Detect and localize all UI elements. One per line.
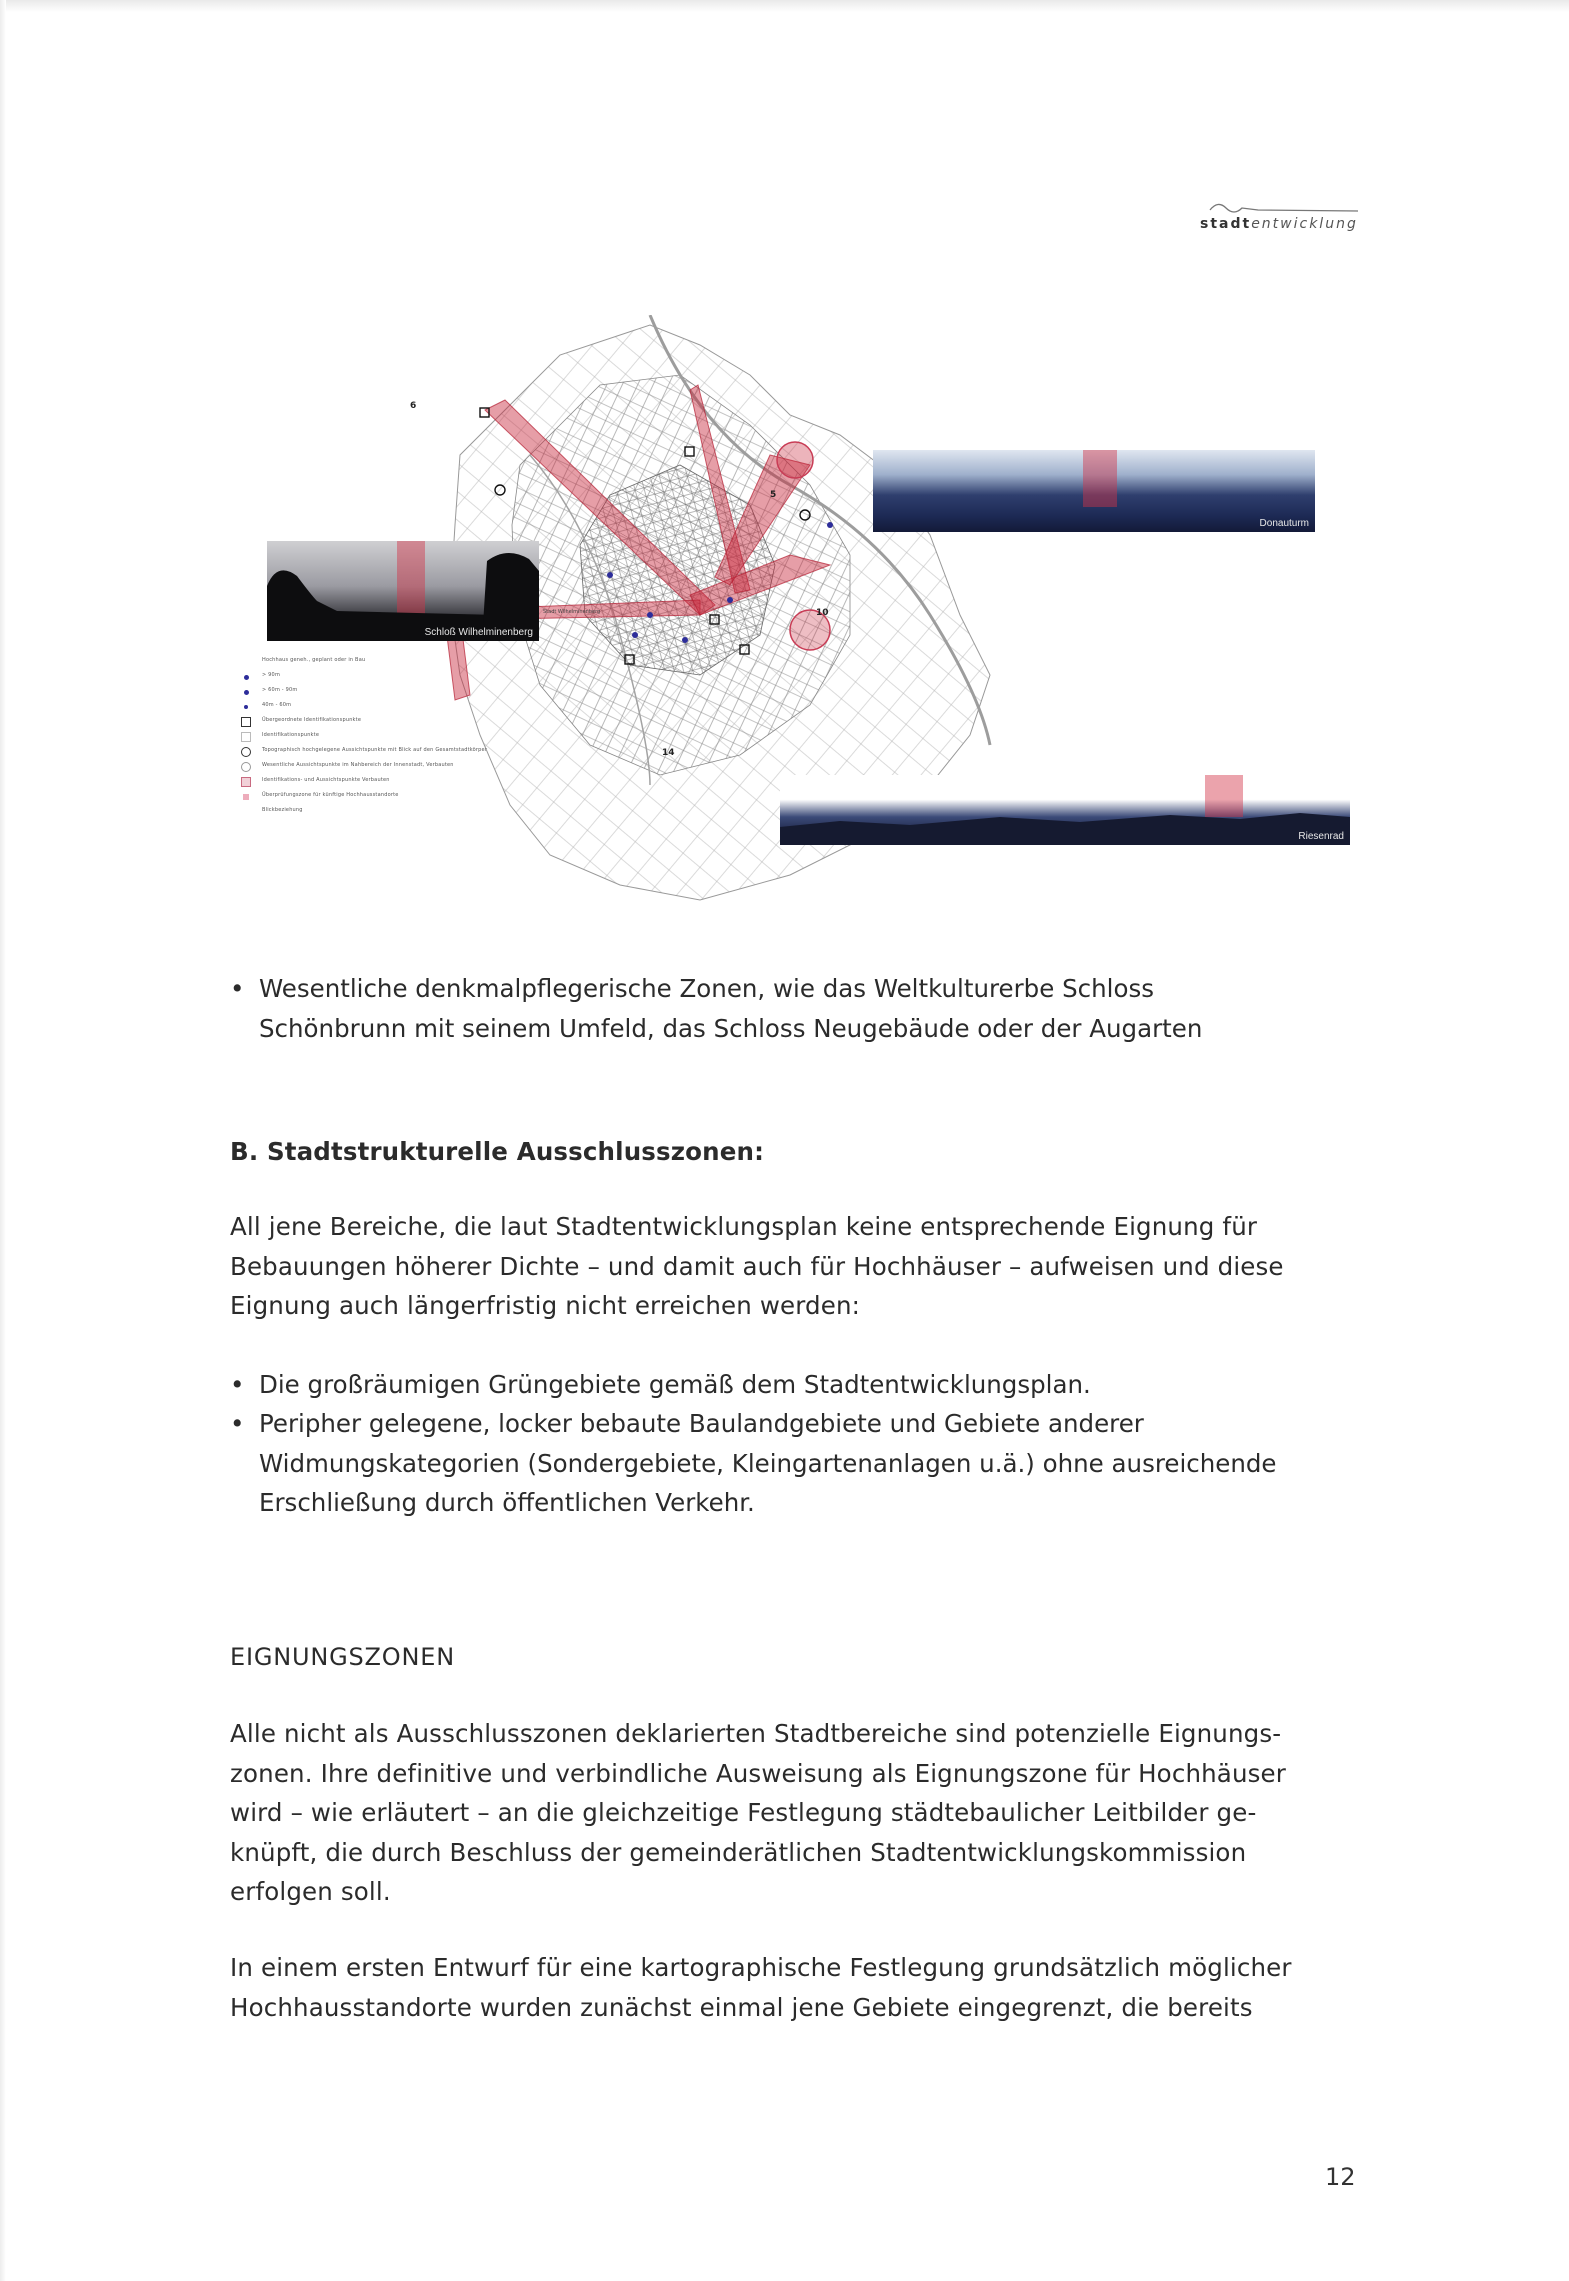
legend-label: Überprüfungszone für künftige Hochhausstandorte	[262, 792, 399, 798]
logo-text: stadtentwicklung	[1200, 216, 1358, 232]
view-highlight-band	[1083, 450, 1117, 507]
highrise-dot	[727, 597, 733, 603]
legend-label: > 90m	[262, 672, 281, 678]
photo-inset-donauturm	[873, 450, 1315, 532]
text-line: Wesentliche denkmalpflegerische Zonen, wie das Weltkulturerbe Schloss	[259, 974, 1154, 1003]
map-label-num: 14	[662, 748, 675, 758]
map-label-district: Stadt Wilhelminenberg	[543, 609, 601, 615]
map-label-num: 10	[816, 608, 829, 618]
highrise-dot	[632, 632, 638, 638]
legend-row	[238, 790, 438, 805]
text-line: zonen. Ihre definitive und verbindliche Ausweisung als Eignungszone für Hochhäuser	[230, 1758, 1287, 1788]
photo-caption: Riesenrad	[1298, 831, 1344, 842]
bullet-text	[259, 969, 1349, 1048]
text-line: Alle nicht als Ausschlusszonen deklarierten Stadtbereiche sind potenzielle Eignungs-	[230, 1719, 1282, 1748]
viewpoint-circle	[777, 442, 813, 478]
dot-icon	[240, 686, 252, 698]
text-line: knüpft, die durch Beschluss der gemeinderätlichen Stadtentwicklungskommission	[230, 1837, 1247, 1867]
bullet-text	[259, 1404, 1349, 1523]
legend-row	[238, 655, 438, 670]
text-line: wird – wie erläutert – an die gleichzeitige Festlegung städtebaulicher Leitbilder ge-	[230, 1798, 1257, 1827]
highrise-dot	[647, 612, 653, 618]
legend-label: Identifikations- und Aussichtspunkte Verbauten	[262, 777, 390, 783]
highrise-dot	[682, 637, 688, 643]
text-line: Schönbrunn mit seinem Umfeld, das Schloss Neugebäude oder der Augarten	[259, 1013, 1203, 1043]
city-map-figure	[230, 315, 1360, 915]
legend-row	[238, 775, 438, 790]
legend-row	[238, 700, 438, 715]
text-line: All jene Bereiche, die laut Stadtentwicklungsplan keine entsprechende Eignung für	[230, 1212, 1258, 1241]
paragraph-entwurf	[230, 1948, 1340, 2027]
legend-row	[238, 730, 438, 745]
legend-label: > 60m - 90m	[262, 687, 298, 693]
photo-inset-riesenrad	[780, 775, 1350, 845]
photo-caption: Donauturm	[1259, 518, 1309, 529]
bullet-text: Die großräumigen Grüngebiete gemäß dem Stadtentwicklungsplan.	[259, 1370, 1091, 1399]
page-edge-top	[0, 0, 1569, 12]
map-label-num: 6	[410, 401, 417, 411]
dot-icon	[240, 701, 252, 713]
photo-inset-wilhelminenberg	[267, 541, 539, 641]
logo-skyline-icon	[1208, 198, 1358, 216]
paragraph-eignung	[230, 1714, 1340, 1912]
page-number: 12	[1325, 2163, 1356, 2191]
highrise-dot	[827, 522, 833, 528]
legend-row	[238, 670, 438, 685]
legend-row	[238, 760, 454, 775]
square-icon	[240, 716, 252, 728]
legend-row	[238, 745, 488, 760]
stadtentwicklung-logo	[1200, 198, 1360, 242]
legend-row	[238, 715, 438, 730]
section-heading-b: B. Stadtstrukturelle Ausschlusszonen:	[230, 1137, 765, 1166]
legend-label: Topographisch hochgelegene Aussichtspunkte mit Blick auf den Gesamtstadtkörper	[262, 747, 488, 753]
bullet-icon: •	[230, 1370, 245, 1399]
bullet-icon: •	[230, 974, 245, 1003]
text-line: erfolgen soll.	[230, 1877, 391, 1906]
legend-label: Identifikationspunkte	[262, 732, 320, 738]
legend-label: Wesentliche Aussichtspunkte im Nahbereich der Innenstadt, Verbauten	[262, 762, 454, 768]
paragraph-b	[230, 1207, 1340, 1326]
text-line: Peripher gelegene, locker bebaute Baulandgebiete und Gebiete anderer	[259, 1409, 1144, 1438]
circle-icon	[240, 746, 252, 758]
square-light-icon	[240, 731, 252, 743]
text-line: Erschließung durch öffentlichen Verkehr.	[259, 1488, 755, 1517]
legend-label: Blickbeziehung	[262, 807, 303, 813]
circle-light-icon	[240, 761, 252, 773]
section-heading-eignungszonen: EIGNUNGSZONEN	[230, 1643, 455, 1671]
text-line: Hochhausstandorte wurden zunächst einmal jene Gebiete eingegrenzt, die bereits	[230, 1992, 1253, 2022]
dot-icon	[240, 671, 252, 683]
highrise-dot	[607, 572, 613, 578]
legend-row	[238, 805, 438, 820]
treeline-silhouette	[267, 541, 539, 641]
pink-mark-icon	[240, 791, 252, 803]
text-line: Widmungskategorien (Sondergebiete, Kleingartenanlagen u.ä.) ohne ausreichende	[259, 1448, 1277, 1478]
map-label-num: 5	[770, 490, 777, 500]
text-line: Eignung auch längerfristig nicht erreichen werden:	[230, 1291, 861, 1320]
legend-label: Hochhaus geneh., geplant oder in Bau	[262, 657, 366, 663]
legend-label: 40m - 60m	[262, 702, 292, 708]
legend-row	[238, 685, 438, 700]
map-legend	[238, 655, 488, 820]
text-line: Bebauungen höherer Dichte – und damit auch für Hochhäuser – aufweisen und diese	[230, 1251, 1284, 1281]
bullet-icon: •	[230, 1409, 245, 1438]
page-edge-left	[0, 0, 6, 2281]
pink-square-icon	[240, 776, 252, 788]
city-horizon	[780, 807, 1350, 845]
photo-caption: Schloß Wilhelminenberg	[424, 627, 533, 638]
text-line: In einem ersten Entwurf für eine kartographische Festlegung grundsätzlich möglicher	[230, 1953, 1292, 1982]
legend-label: Übergeordnete Identifikationspunkte	[262, 717, 362, 723]
